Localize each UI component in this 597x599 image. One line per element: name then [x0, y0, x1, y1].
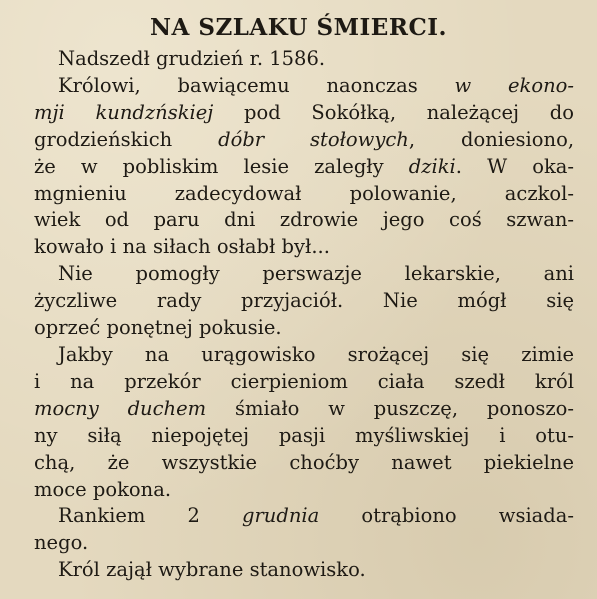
article-body [34, 46, 574, 584]
text-line [34, 396, 574, 423]
text-run: i na przekór cierpieniom ciała szedł król [34, 369, 574, 393]
text-line [34, 342, 574, 369]
text-line [34, 503, 574, 530]
text-run: , doniesiono, [408, 127, 575, 151]
text-line [34, 477, 574, 504]
text-line [34, 181, 574, 208]
text-line [34, 46, 574, 73]
text-run: śmiało w puszczę, ponoszo- [206, 396, 574, 420]
text-run: Jakby na urągowisko srożącej się zimie [58, 342, 574, 366]
text-run: Nadszedł grudzień r. 1586. [58, 47, 326, 70]
text-line [34, 450, 574, 477]
text-run: . W oka- [455, 154, 574, 178]
text-run: grodzieńskich [34, 127, 219, 151]
text-run: Król zajął wybrane stanowisko. [58, 558, 366, 582]
text-run: oprzeć ponętnej pokusie. [34, 316, 282, 340]
italic-phrase: w ekono- [454, 73, 574, 97]
text-run: Królowi, bawiącemu naonczas [58, 73, 455, 97]
text-line [34, 207, 574, 234]
text-run: życzliwe rady przyjaciół. Nie mógł się [34, 289, 574, 313]
text-line [34, 234, 574, 261]
italic-phrase: grudnia [242, 504, 320, 528]
text-run: wiek od paru dni zdrowie jego coś szwan- [34, 208, 574, 232]
article-title: NA SZLAKU ŚMIERCI. [149, 14, 448, 41]
text-line [34, 127, 574, 154]
text-line [34, 369, 574, 396]
italic-phrase: mocny duchem [34, 396, 207, 420]
italic-phrase: dóbr stołowych [218, 127, 409, 151]
text-run: że w pobliskim lesie zaległy [34, 154, 409, 178]
text-line [34, 261, 574, 288]
text-run: kowało i na siłach osłabł był... [34, 235, 330, 259]
italic-phrase: dziki [408, 154, 456, 178]
text-run: Nie pomogły perswazje lekarskie, ani [58, 262, 574, 286]
text-run: ny siłą niepojętej pasji myśliwskiej i otu- [34, 423, 574, 447]
text-run: otrąbiono wsiada- [319, 504, 575, 528]
text-run: nego. [34, 531, 89, 555]
text-line [34, 288, 574, 315]
text-line [34, 423, 574, 450]
text-line [34, 100, 574, 127]
text-line [34, 557, 574, 584]
italic-phrase: mji kundzńskiej [34, 100, 214, 124]
text-run: pod Sokółką, należącej do [213, 100, 574, 124]
text-run: Rankiem 2 [58, 504, 242, 528]
text-run: moce pokona. [34, 477, 172, 501]
text-line [34, 154, 574, 181]
text-line [34, 73, 574, 100]
text-run: chą, że wszystkie choćby nawet piekielne [34, 450, 574, 474]
text-run: mgnieniu zadecydował polowanie, aczkol- [34, 181, 574, 205]
text-line [34, 315, 574, 342]
text-line [34, 530, 574, 557]
